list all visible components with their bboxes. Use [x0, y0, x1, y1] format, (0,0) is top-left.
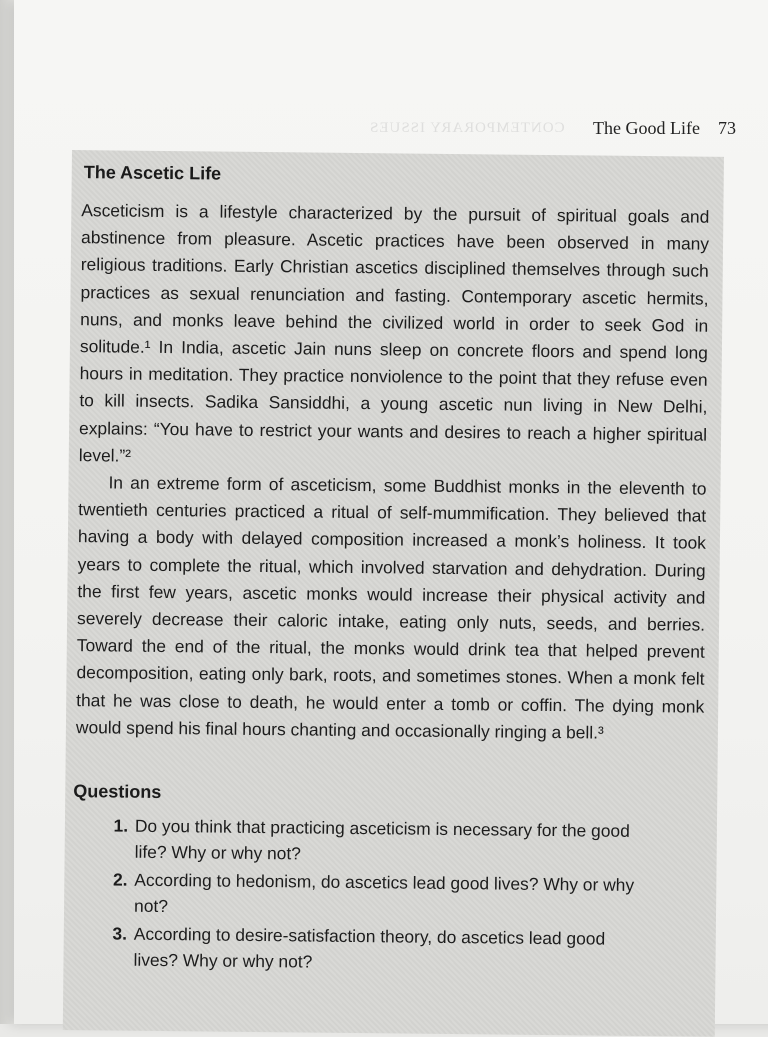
- page-number: 73: [718, 118, 736, 138]
- book-spine-shadow: [0, 0, 14, 1024]
- sidebar-content: [71, 162, 711, 981]
- bleed-through-text: CONTEMPORARY ISSUES: [369, 120, 565, 136]
- sidebar-box: [63, 150, 724, 1037]
- question-2: 2. According to hedonism, do ascetics lead good lives? Why or why not?: [132, 867, 653, 924]
- question-3: 3. According to desire-satisfaction theory, do ascetics lead good lives? Why or why not?: [131, 921, 652, 978]
- book-page: [14, 0, 768, 1024]
- questions-list: [71, 812, 653, 978]
- paragraph-1: Asceticism is a lifestyle characterized by the pursuit of spiritual goals and abstinence from pleasure. Ascetic practices have been observed in many religious traditions. Early Christian ascetics disciplined themselves through such practices as sexual renunciation and fasting. Contemporary ascetic hermits, nuns, and monks leave behind the civilized world in order to seek God in solitude.¹ In India, ascetic Jain nuns sleep on concrete floors and spend long hours in meditation. They practice nonviolence to the point that they refuse even to kill insects. Sadika Sansiddhi, a young ascetic nun living in New Delhi, explains: “You have to restrict your wants and desires to reach a higher spiritual level.”²: [78, 200, 710, 466]
- running-header: [593, 118, 736, 139]
- question-1: 1. Do you think that practicing asceticism is necessary for the good life? Why or why not?: [133, 813, 654, 870]
- box-title: The Ascetic Life: [83, 162, 222, 184]
- paragraph-2: In an extreme form of asceticism, some Buddhist monks in the eleventh to twentieth centuries practiced a ritual of self-mummification. They believed that having a body with delayed composition increased a monk’s holiness. It took years to complete the ritual, which involved starvation and dehydration. During the first few years, ascetic monks would increase their physical activity and severely decrease their caloric intake, eating only nuts, seeds, and berries. Toward the end of the ritual, the monks would drink tea that helped prevent decomposition, eating only bark, roots, and sometimes stones. When a monk felt that he was close to death, he would enter a tomb or coffin. The dying monk would spend his final hours chanting and occasionally ringing a bell.³: [75, 472, 707, 743]
- running-title: The Good Life: [593, 118, 700, 138]
- questions-heading: Questions: [73, 781, 162, 803]
